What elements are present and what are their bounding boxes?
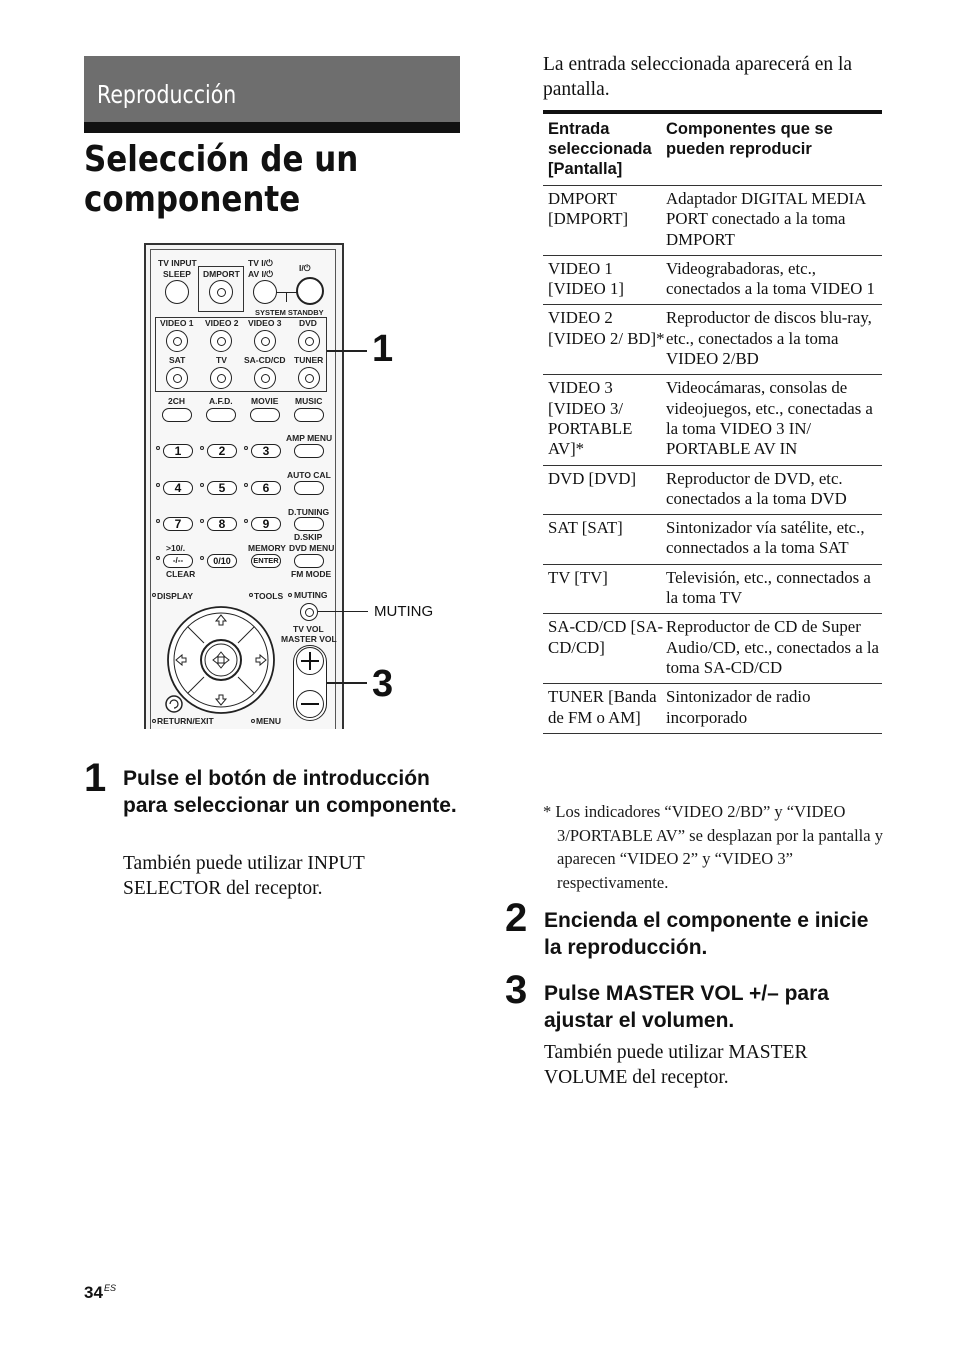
remote-label-fm-mode: FM MODE [291, 569, 332, 579]
remote-label-sat: SAT [169, 355, 186, 365]
key-dash: -/-- [163, 554, 193, 568]
section-label: Reproducción [97, 80, 237, 109]
table-cell-components: Videocámaras, consolas de videojuegos, etc., conectadas a la toma VIDEO 3 IN/ PORTABLE AV IN [666, 378, 873, 459]
dvd-menu-button [294, 554, 324, 568]
tv-button [210, 367, 232, 389]
sleep-button [165, 280, 189, 304]
remote-label-d-skip: D.SKIP [294, 532, 323, 542]
page-title: Selección de un componente [84, 139, 359, 220]
plus-icon-vertical [309, 652, 311, 670]
remote-label-auto-cal: AUTO CAL [287, 470, 331, 480]
remote-label-music: MUSIC [295, 396, 323, 406]
table-cell-components: Adaptador DIGITAL MEDIA PORT conectado a la toma DMPORT [666, 189, 866, 249]
d-tuning-button [294, 517, 324, 531]
step-1-number: 1 [84, 756, 107, 800]
table-cell-components: Reproductor de DVD, etc. conectados a la toma DVD [666, 468, 847, 508]
dot [200, 446, 204, 450]
remote-label-display: DISPLAY [157, 591, 194, 601]
movie-button [250, 408, 280, 422]
table-header-components: Componentes que se pueden reproducir [666, 120, 833, 158]
dot [244, 519, 248, 523]
key-3: 3 [251, 444, 281, 458]
table-footnote [543, 800, 888, 894]
key-8: 8 [207, 517, 237, 531]
table-row [543, 515, 882, 565]
remote-label-power: I/⏻ [299, 263, 311, 273]
music-button [294, 408, 324, 422]
table-cell-input: DVD [DVD] [548, 468, 637, 488]
dot [200, 556, 204, 560]
remote-label-tv: TV [216, 355, 227, 365]
dot [152, 593, 156, 597]
table-row [543, 565, 882, 615]
remote-label-sleep: SLEEP [163, 269, 191, 279]
callout-1-line [327, 350, 367, 352]
step-3-body: También puede utilizar MASTER VOLUME del receptor. [544, 1042, 808, 1088]
dot [249, 593, 253, 597]
remote-label-system-standby: SYSTEM STANDBY [255, 308, 324, 317]
dot [288, 593, 292, 597]
remote-label-sacd: SA-CD/CD [244, 355, 286, 365]
table-cell-input: SAT [SAT] [548, 518, 623, 538]
minus-icon [301, 703, 319, 705]
table-intro: La entrada seleccionada aparecerá en la pantalla. [543, 54, 853, 100]
remote-label-movie: MOVIE [251, 396, 279, 406]
table-cell-components: Videograbadoras, etc., conectados a la toma VIDEO 1 [666, 258, 875, 299]
table-row [543, 305, 882, 375]
dot [244, 483, 248, 487]
table-row [543, 466, 882, 516]
page-number: 34 [84, 1283, 103, 1302]
remote-label-return-exit: RETURN/EXIT [157, 716, 214, 726]
dot [244, 446, 248, 450]
step-3-heading: Pulse MASTER VOL +/– para ajustar el volumen. [544, 982, 829, 1032]
dot [200, 483, 204, 487]
sat-button [166, 367, 188, 389]
dmport-button [209, 280, 233, 304]
power-button [296, 277, 324, 305]
key-6: 6 [251, 481, 281, 495]
av-power-button [253, 280, 277, 304]
section-header-rule [84, 122, 460, 133]
table-cell-components: Reproductor de CD de Super Audio/CD, etc., conectados a la toma SA-CD/CD [666, 617, 879, 677]
step-1-heading: Pulse el botón de introducción para seleccionar un componente. [123, 767, 457, 817]
key-2: 2 [207, 444, 237, 458]
table-cell-components: Sintonizador vía satélite, etc., connectados a la toma SAT [666, 518, 865, 558]
remote-label-av-power: AV I/⏻ [248, 269, 273, 279]
table-row [543, 614, 882, 684]
step-1-body: También puede utilizar INPUT SELECTOR del receptor. [123, 853, 365, 899]
step-2-heading: Encienda el componente e inicie la reproducción. [544, 909, 869, 959]
remote-label-d-tuning: D.TUNING [288, 507, 330, 517]
dvd-button [298, 330, 320, 352]
tuner-button [298, 367, 320, 389]
table-cell-input: VIDEO 3 [VIDEO 3/ PORTABLE AV]* [548, 378, 633, 459]
table-cell-input: TV [TV] [548, 567, 608, 587]
key-1: 1 [163, 444, 193, 458]
dot [251, 719, 255, 723]
remote-label-amp-menu: AMP MENU [286, 433, 333, 443]
auto-cal-button [294, 481, 324, 495]
table-cell-input: VIDEO 2 [VIDEO 2/ BD]* [548, 308, 665, 348]
remote-label-afd: A.F.D. [209, 396, 233, 406]
key-7: 7 [163, 517, 193, 531]
key-4: 4 [163, 481, 193, 495]
sacd-button [254, 367, 276, 389]
afd-button [206, 408, 236, 422]
dot [200, 519, 204, 523]
remote-label-video1: VIDEO 1 [160, 318, 194, 328]
step-3-number: 3 [505, 968, 528, 1012]
remote-label-video3: VIDEO 3 [248, 318, 282, 328]
callout-3-line [327, 682, 367, 684]
dot [152, 719, 156, 723]
amp-menu-button [294, 444, 324, 458]
table-header-input: Entrada seleccionada [Pantalla] [548, 120, 652, 178]
dot [156, 446, 160, 450]
standby-connector-stem [286, 292, 287, 302]
remote-label-tools: TOOLS [254, 591, 284, 601]
remote-label-tv-input: TV INPUT [158, 258, 197, 268]
table-cell-input: VIDEO 1 [VIDEO 1] [548, 258, 624, 299]
table-row [543, 186, 882, 256]
muting-callout-label: MUTING [374, 603, 434, 620]
table-cell-components: Sintonizador de radio incorporado [666, 687, 811, 727]
key-enter: ENTER [251, 554, 281, 568]
video3-button [254, 330, 276, 352]
video2-button [210, 330, 232, 352]
footnote-text: * Los indicadores “VIDEO 2/BD” y “VIDEO 3/PORTABLE AV” se desplazan por la pantalla y aparecen “VIDEO 2” y “VIDEO 3” respectivamente. [543, 802, 883, 892]
remote-label-tv-power: TV I/⏻ [248, 258, 273, 268]
remote-label-master-vol: MASTER VOL [281, 634, 337, 644]
remote-label-memory: MEMORY [248, 543, 286, 553]
step-2-number: 2 [505, 896, 528, 940]
table-cell-input: TUNER [Banda de FM o AM] [548, 687, 657, 727]
callout-1-number: 1 [372, 328, 394, 370]
remote-label-tv-vol: TV VOL [293, 624, 324, 634]
dot [156, 556, 160, 560]
remote-label-menu: MENU [256, 716, 282, 726]
input-table [543, 110, 882, 734]
remote-label-dmport: DMPORT [203, 269, 240, 279]
table-row [543, 375, 882, 465]
table-cell-input: SA-CD/CD [SA-CD/CD] [548, 617, 664, 657]
table-row [543, 684, 882, 734]
dot [156, 483, 160, 487]
remote-label-video2: VIDEO 2 [205, 318, 239, 328]
remote-label-2ch: 2CH [168, 396, 186, 406]
table-cell-input: DMPORT [DMPORT] [548, 189, 629, 229]
remote-label-clear: CLEAR [166, 569, 196, 579]
table-header-row [543, 114, 882, 186]
remote-label-ten: >10/. [166, 543, 186, 553]
key-5: 5 [207, 481, 237, 495]
table-cell-components: Reproductor de discos blu-ray, etc., conectados a la toma VIDEO 2/BD [666, 308, 872, 369]
remote-label-tuner: TUNER [294, 355, 324, 365]
remote-label-muting: MUTING [294, 590, 328, 600]
callout-3-number: 3 [372, 663, 394, 705]
dot [156, 519, 160, 523]
table-cell-components: Televisión, etc., connectados a la toma TV [666, 567, 871, 608]
key-9: 9 [251, 517, 281, 531]
table-row [543, 256, 882, 306]
2ch-button [162, 408, 192, 422]
remote-label-dvd-menu: DVD MENU [289, 543, 335, 553]
key-zero: 0/10 [207, 554, 237, 568]
remote-label-dvd: DVD [299, 318, 317, 328]
page-language-suffix: ES [104, 1283, 117, 1293]
video1-button [166, 330, 188, 352]
